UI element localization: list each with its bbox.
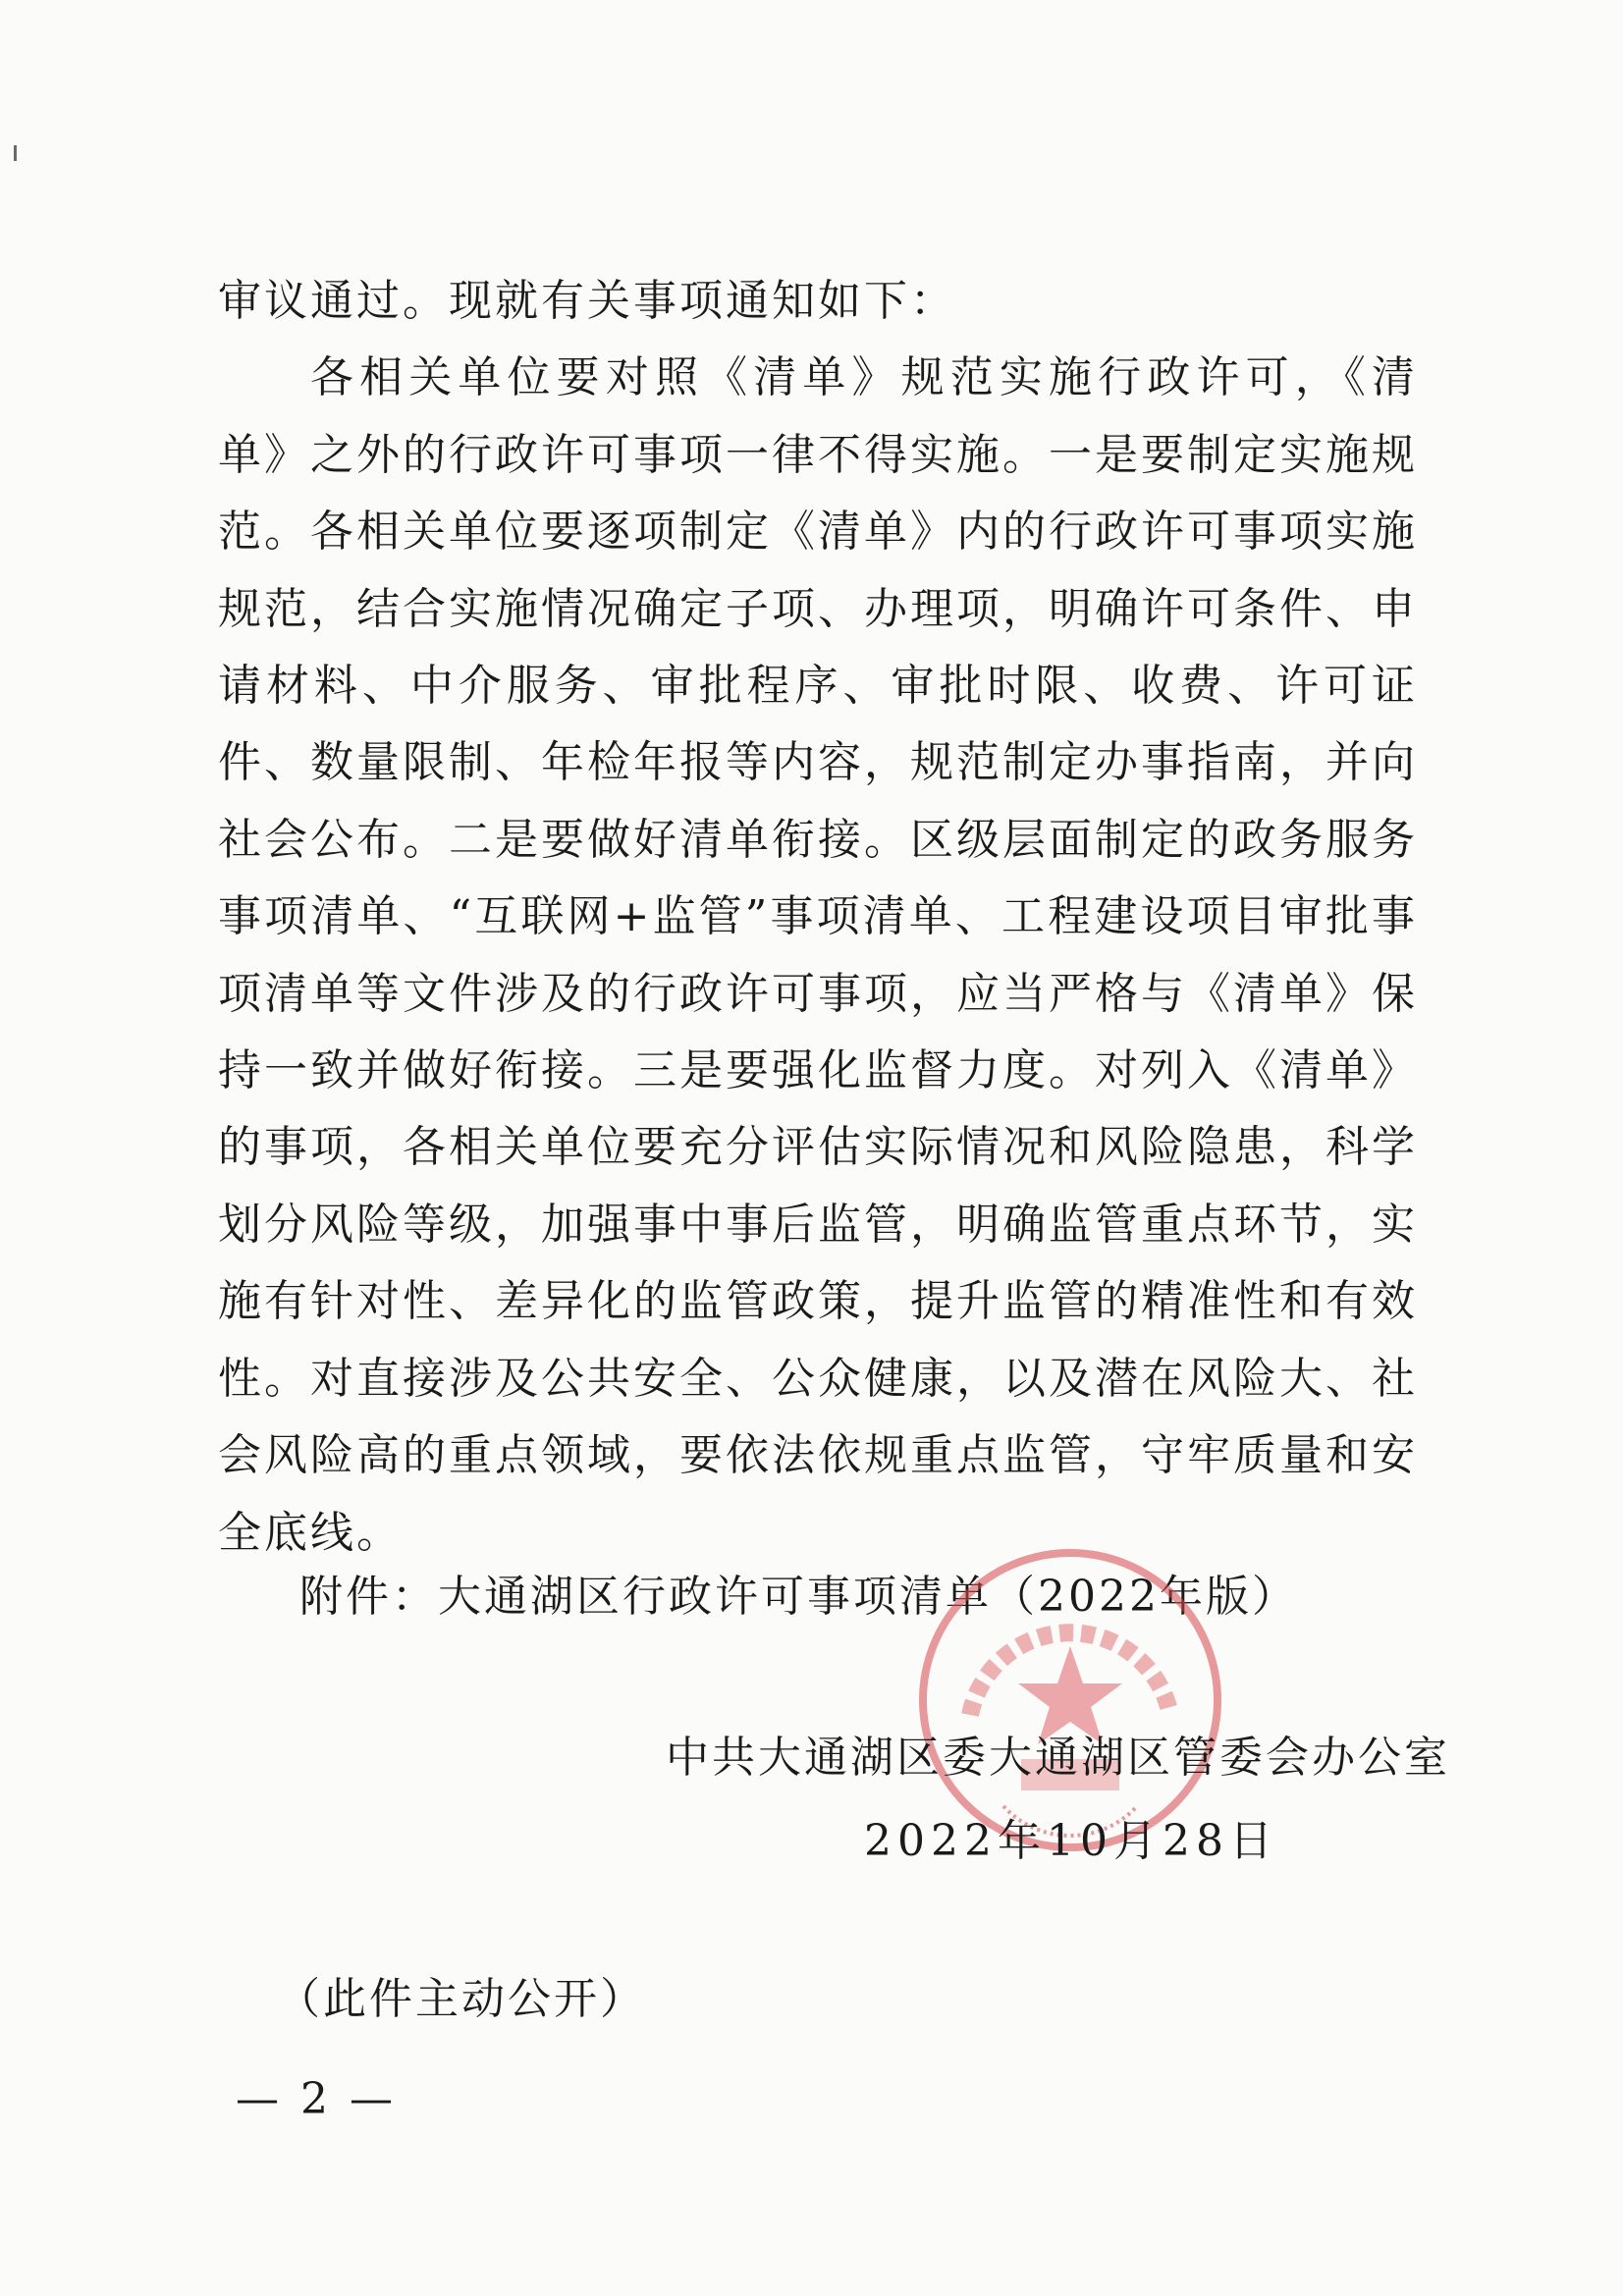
public-disclosure-note: （此件主动公开）: [277, 1974, 646, 2024]
main-paragraph: 各相关单位要对照《清单》规范实施行政许可，《清单》之外的行政许可事项一律不得实施。一是要制定实施规范。各相关单位要逐项制定《清单》内的行政许可事项实施规范，结合实施情况确定子项、办理项，明确许可条件、申请材料、中介服务、审批程序、审批时限、收费、许可证件、数量限制、年检年报等内容，规范制定办事指南，并向社会公布。二是要做好清单衔接。区级层面制定的政务服务事项清单、“互联网+监管”事项清单、工程建设项目审批事项清单等文件涉及的行政许可事项，应当严格与《清单》保持一致并做好衔接。三是要强化监督力度。对列入《清单》的事项，各相关单位要充分评估实际情况和风险隐患，科学划分风险等级，加强事中事后监管，明确监管重点环节，实施有针对性、差异化的监管政策，提升监管的精准性和有效性。对直接涉及公共安全、公众健康，以及潜在风险大、社会风险高的重点领域，要依法依规重点监管，守牢质量和安全底线。: [218, 352, 1418, 1558]
attachment-line: 附件：大通湖区行政许可事项清单（2022年版）: [299, 1572, 1298, 1622]
signing-organization: 中共大通湖区委大通湖区管委会办公室: [666, 1733, 1450, 1783]
margin-mark: [14, 145, 17, 161]
intro-line: 审议通过。现就有关事项通知如下：: [218, 276, 956, 326]
signing-date: 2022年10月28日: [864, 1816, 1278, 1866]
body-text: [218, 263, 1418, 1572]
page-number: — 2 —: [236, 2074, 397, 2124]
